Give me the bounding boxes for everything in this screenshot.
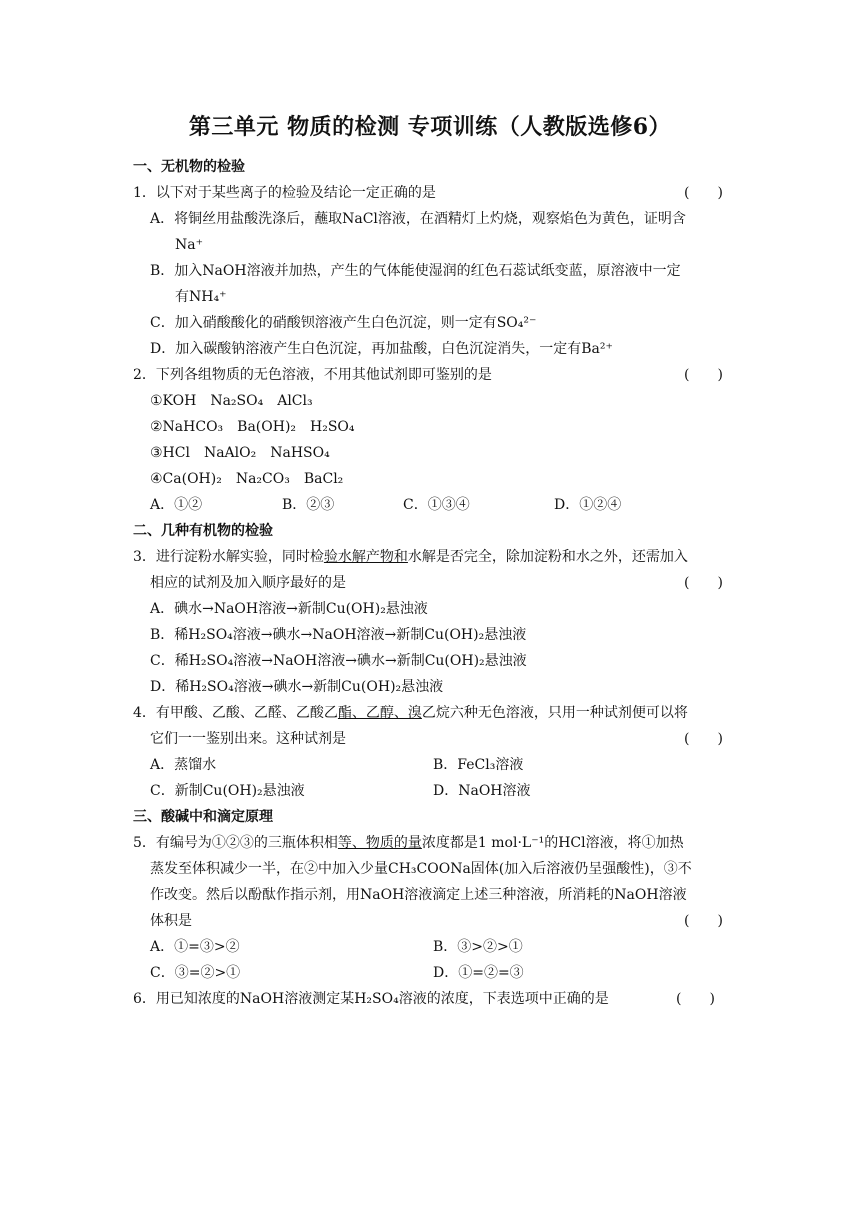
question-2-stem: 2．下列各组物质的无色溶液，不用其他试剂即可鉴别的是 (133, 367, 492, 383)
section-heading-2: 二、几种有机物的检验 (133, 523, 273, 539)
q4-stem-part2: 乙烷六种无色溶液，只用一种试剂便可以将 (421, 705, 688, 721)
q4-option-d: D．NaOH溶液 (433, 783, 531, 799)
answer-paren-3: ( ) (684, 575, 723, 591)
answer-paren-6: ( ) (676, 991, 715, 1007)
answer-paren-4: ( ) (684, 731, 723, 747)
q2-group-1: ①KOH Na₂SO₄ AlCl₃ (150, 393, 313, 409)
question-1-stem: 1．以下对于某些离子的检验及结论一定正确的是 (133, 185, 436, 201)
page-title: 第三单元 物质的检测 专项训练（人教版选修6） (188, 114, 672, 140)
q3-option-b: B．稀H₂SO₄溶液→碘水→NaOH溶液→新制Cu(OH)₂悬浊液 (150, 627, 527, 643)
section-heading-3: 三、酸碱中和滴定原理 (133, 809, 273, 825)
question-4-stem (133, 703, 688, 723)
question-6-stem: 6．用已知浓度的NaOH溶液测定某H₂SO₄溶液的浓度，下表选项中正确的是 (133, 991, 609, 1007)
q1-option-a-cont: Na⁺ (175, 237, 203, 253)
q3-option-c: C．稀H₂SO₄溶液→NaOH溶液→碘水→新制Cu(OH)₂悬浊液 (150, 653, 527, 669)
q3-stem-part1: 3．进行淀粉水解实验，同时检 (133, 549, 324, 565)
answer-paren-5: ( ) (684, 913, 723, 929)
q1-option-b: B．加入NaOH溶液并加热，产生的气体能使湿润的红色石蕊试纸变蓝，原溶液中一定 (150, 263, 681, 279)
q3-option-d: D．稀H₂SO₄溶液→碘水→新制Cu(OH)₂悬浊液 (150, 679, 444, 695)
question-5-stem (133, 833, 684, 853)
answer-paren-2: ( ) (684, 367, 723, 383)
q4-option-b: B．FeCl₃溶液 (433, 757, 524, 773)
q3-option-a: A．碘水→NaOH溶液→新制Cu(OH)₂悬浊液 (150, 601, 428, 617)
q2-group-3: ③HCl NaAlO₂ NaHSO₄ (150, 445, 330, 461)
question-5-stem-line3: 作改变。然后以酚酞作指示剂，用NaOH溶液滴定上述三种溶液，所消耗的NaOH溶液 (150, 887, 687, 903)
q2-option-c: C．①③④ (403, 497, 470, 513)
q2-option-b: B．②③ (282, 497, 335, 513)
q4-option-c: C．新制Cu(OH)₂悬浊液 (150, 783, 305, 799)
q1-option-d: D．加入碳酸钠溶液产生白色沉淀，再加盐酸，白色沉淀消失，一定有Ba²⁺ (150, 341, 613, 357)
answer-paren-1: ( ) (684, 185, 723, 201)
q2-group-4: ④Ca(OH)₂ Na₂CO₃ BaCl₂ (150, 471, 344, 487)
q1-option-c: C．加入硝酸酸化的硝酸钡溶液产生白色沉淀，则一定有SO₄²⁻ (150, 315, 537, 331)
q5-stem-part1: 5．有编号为①②③的三瓶体积相 (133, 835, 338, 851)
q2-group-2: ②NaHCO₃ Ba(OH)₂ H₂SO₄ (150, 419, 355, 435)
q2-option-d: D．①②④ (554, 497, 622, 513)
q1-option-a: A．将铜丝用盐酸洗涤后，蘸取NaCl溶液，在酒精灯上灼烧，观察焰色为黄色，证明含 (150, 211, 686, 227)
question-5-stem-line2: 蒸发至体积减少一半，在②中加入少量CH₃COONa固体(加入后溶液仍呈强酸性)，③不 (150, 861, 692, 877)
q1-option-b-cont: 有NH₄⁺ (175, 289, 227, 305)
q5-option-d: D．①=②=③ (433, 965, 524, 981)
q4-stem-underlined: 酯、乙醇、溴 (337, 705, 422, 721)
section-heading-1: 一、无机物的检验 (133, 159, 245, 175)
question-3-stem (133, 547, 688, 567)
question-3-stem-cont: 相应的试剂及加入顺序最好的是 (150, 575, 346, 591)
q4-option-a: A．蒸馏水 (150, 757, 217, 773)
q5-stem-underlined: 等、物质的量 (337, 835, 422, 851)
q5-option-b: B．③>②>① (433, 939, 523, 955)
q2-option-a: A．①② (150, 497, 203, 513)
q5-option-c: C．③=②>① (150, 965, 241, 981)
q4-stem-part1: 4．有甲酸、乙酸、乙醛、乙酸乙 (133, 705, 338, 721)
q5-stem-part2: 浓度都是1 mol·L⁻¹的HCl溶液，将①加热 (421, 835, 684, 851)
question-4-stem-cont: 它们一一鉴别出来。这种试剂是 (150, 731, 346, 747)
q3-stem-part2: 水解是否完全，除加淀粉和水之外，还需加入 (407, 549, 688, 565)
q3-stem-underlined: 验水解产物和 (323, 549, 408, 565)
question-5-stem-line4: 体积是 (150, 913, 192, 929)
q5-option-a: A．①=③>② (150, 939, 240, 955)
